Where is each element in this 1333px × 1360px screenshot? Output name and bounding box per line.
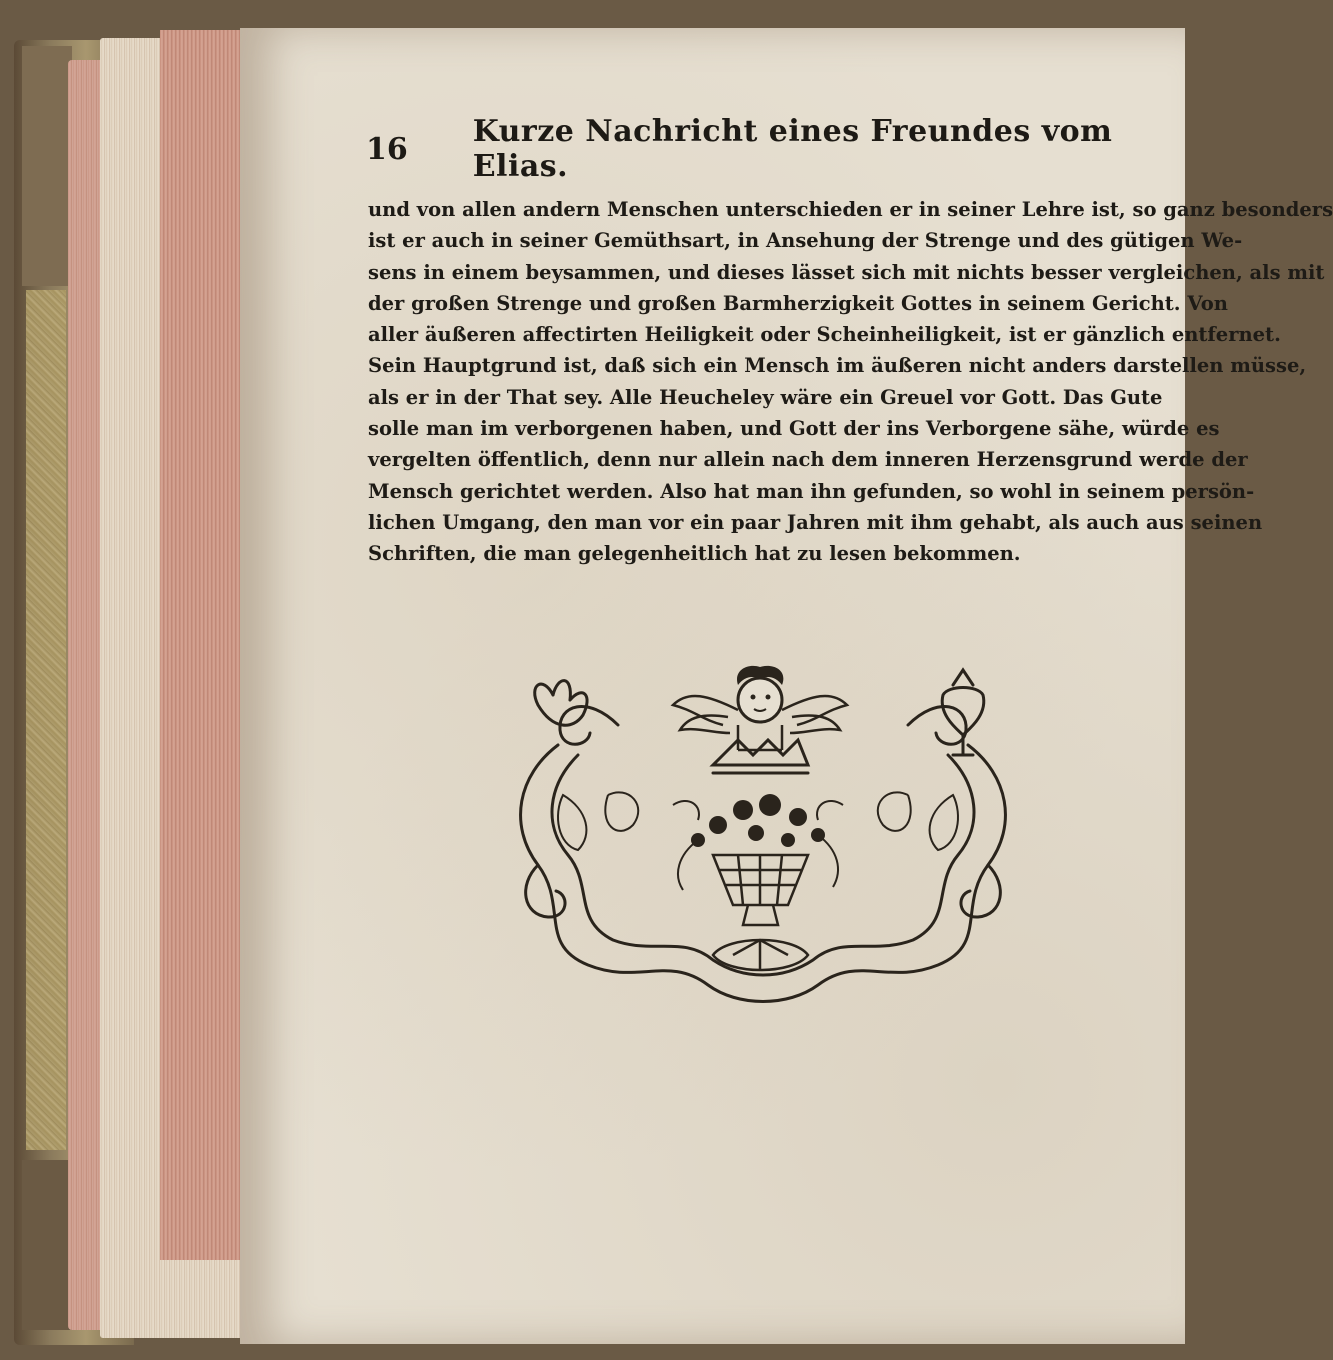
text-line: und von allen andern Menschen unterschieden er in seiner Lehre ist, so ganz besonders [368, 198, 1333, 221]
running-title: Kurze Nachricht eines Freundes vom Elias. [472, 114, 1113, 184]
text-line: lichen Umgang, den man vor ein paar Jahren mit ihm gehabt, als auch aus seinen [368, 510, 1263, 534]
text-line: ist er auch in seiner Gemüthsart, in Ansehung der Strenge und des gütigen We- [368, 229, 1243, 253]
cover-spine-top [22, 46, 72, 286]
text-line: vergelten öffentlich, denn nur allein nach dem inneren Herzensgrund werde der [368, 448, 1248, 472]
text-line: Sein Hauptgrund ist, daß sich ein Mensch im äußeren nicht anders darstellen müsse, [368, 354, 1307, 378]
text-line: aller äußeren affectirten Heiligkeit oder Scheinheiligkeit, ist er gänzlich entfernet. [368, 323, 1281, 347]
text-line: der großen Strenge und großen Barmherzigkeit Gottes in seinem Gericht. Von [368, 291, 1228, 315]
page-number: 16 [366, 131, 408, 167]
body-text [368, 194, 1333, 570]
text-line: Schriften, die man gelegenheitlich hat zu lesen bekommen. [368, 542, 1021, 566]
text-line: solle man im verborgenen haben, und Gott der ins Verborgene sähe, würde es [368, 417, 1220, 441]
text-line: als er in der That sey. Alle Heucheley wäre ein Greuel vor Gott. Das Gute [368, 385, 1163, 409]
page-header [366, 114, 1136, 184]
cover-spine-bottom [22, 1160, 72, 1330]
baroque-vignette-icon [498, 655, 1028, 1015]
cover-marbled-paper [26, 290, 66, 1150]
text-line: sens in einem beysammen, und dieses lässet sich mit nichts besser vergleichen, als mit [368, 260, 1325, 284]
text-line: Mensch gerichtet werden. Also hat man ihn gefunden, so wohl in seinem persön- [368, 479, 1255, 503]
